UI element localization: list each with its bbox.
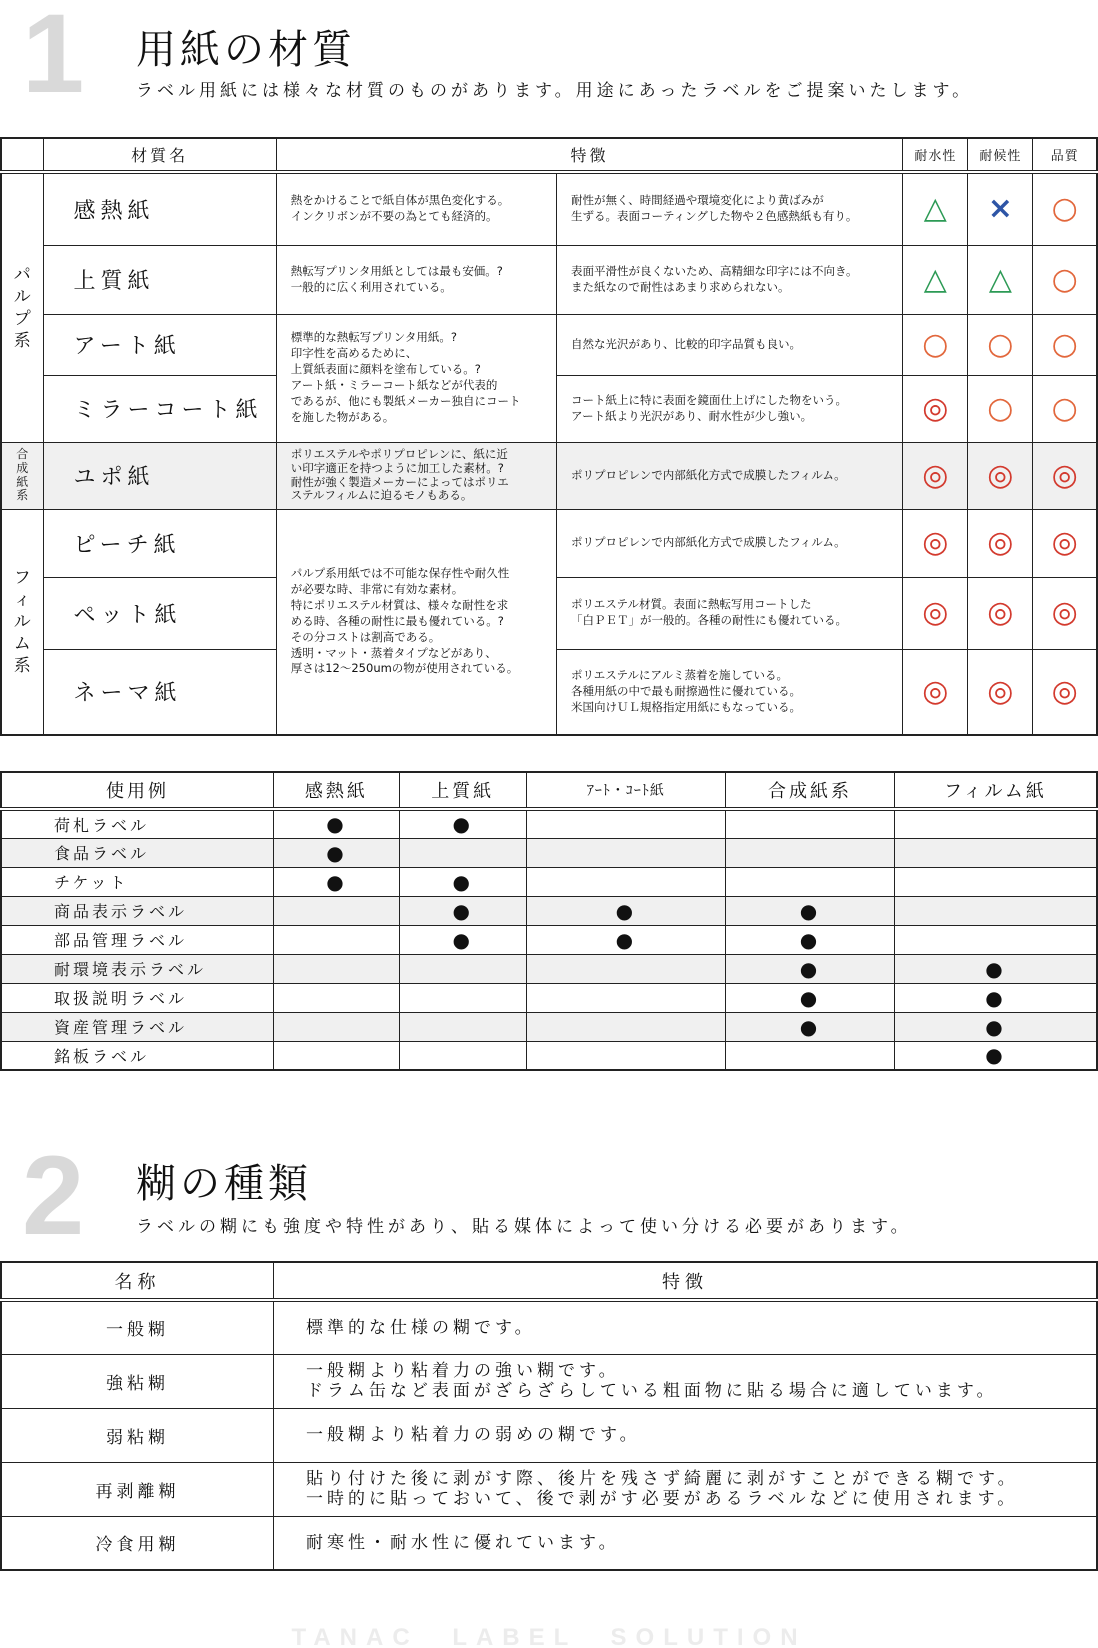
usage-mark-cell bbox=[726, 809, 895, 838]
usage-mark-cell bbox=[274, 838, 400, 867]
material-name: ユポ紙 bbox=[43, 442, 276, 509]
usage-dot-icon: ● bbox=[326, 812, 347, 837]
material-detail: ポリエステル材質。表面に熱転写用コートした 「白ＰＥＴ」が一般的。各種の耐性にも優れている。 bbox=[556, 577, 902, 649]
usage-mark-cell bbox=[526, 838, 726, 867]
table-row bbox=[1, 925, 1097, 954]
usage-mark-cell bbox=[726, 925, 895, 954]
usage-mark-cell bbox=[526, 925, 726, 954]
table-row bbox=[1, 1300, 1097, 1354]
rating-water: ◎ bbox=[903, 649, 968, 735]
header-empty bbox=[1, 138, 43, 172]
glue-description-line: 一般糊より粘着力の強い糊です。 bbox=[306, 1360, 620, 1381]
usage-mark-cell bbox=[726, 1012, 895, 1041]
usage-mark-cell bbox=[399, 1012, 526, 1041]
usage-header-synthetic: 合成紙系 bbox=[726, 772, 895, 809]
usage-mark-cell bbox=[894, 954, 1097, 983]
material-desc: 熱をかけることで紙自体が黒色変化する。 インクリボンが不要の為とても経済的。 bbox=[276, 172, 556, 245]
usage-mark-cell bbox=[726, 983, 895, 1012]
group-synthetic: 合成紙系 bbox=[1, 442, 43, 509]
rating-quality: ◎ bbox=[1033, 509, 1097, 577]
usage-mark-cell bbox=[274, 983, 400, 1012]
usage-mark-cell bbox=[274, 896, 400, 925]
usage-label: 耐環境表示ラベル bbox=[1, 954, 274, 983]
table-row bbox=[1, 172, 1097, 245]
usage-dot-icon: ● bbox=[985, 1043, 1006, 1068]
rating-quality: ○ bbox=[1033, 314, 1097, 375]
table-row bbox=[1, 867, 1097, 896]
rating-quality: ◎ bbox=[1033, 442, 1097, 509]
table-row bbox=[1, 1408, 1097, 1462]
glue-header-name: 名称 bbox=[1, 1262, 274, 1300]
usage-mark-cell bbox=[894, 1012, 1097, 1041]
usage-mark-cell bbox=[274, 1041, 400, 1070]
glue-description bbox=[274, 1516, 1098, 1570]
rating-weather: ◎ bbox=[968, 577, 1033, 649]
table-row bbox=[1, 983, 1097, 1012]
glue-description bbox=[274, 1408, 1098, 1462]
usage-mark-cell bbox=[274, 809, 400, 838]
usage-mark-cell bbox=[399, 867, 526, 896]
usage-label: 銘板ラベル bbox=[1, 1041, 274, 1070]
usage-mark-cell bbox=[399, 925, 526, 954]
usage-dot-icon: ● bbox=[326, 869, 347, 894]
glue-description-line: ドラム缶など表面がざらざらしている粗面物に貼る場合に適しています。 bbox=[306, 1381, 998, 1401]
usage-mark-cell bbox=[399, 983, 526, 1012]
rating-weather: × bbox=[968, 172, 1033, 245]
table-row bbox=[1, 1462, 1097, 1516]
usage-mark-cell bbox=[894, 896, 1097, 925]
material-name: アート紙 bbox=[43, 314, 276, 375]
table-row bbox=[1, 245, 1097, 314]
usage-label: 商品表示ラベル bbox=[1, 896, 274, 925]
rating-weather: ◎ bbox=[968, 649, 1033, 735]
glue-name: 強粘糊 bbox=[1, 1354, 274, 1408]
usage-dot-icon: ● bbox=[615, 898, 637, 923]
usage-mark-cell bbox=[274, 867, 400, 896]
rating-water: △ bbox=[903, 172, 968, 245]
material-name: ミラーコート紙 bbox=[43, 375, 276, 442]
material-name: 上質紙 bbox=[43, 245, 276, 314]
rating-water: ◎ bbox=[903, 509, 968, 577]
rating-quality: ○ bbox=[1033, 245, 1097, 314]
usage-mark-cell bbox=[526, 867, 726, 896]
glue-description-line: 耐寒性・耐水性に優れています。 bbox=[306, 1532, 620, 1553]
material-detail: 耐性が無く、時間経過や環境変化により黄ばみが 生ずる。表面コーティングした物や２色感熱紙も有り。 bbox=[556, 172, 902, 245]
material-detail: ポリプロピレンで内部紙化方式で成膜したフィルム。 bbox=[556, 509, 902, 577]
usage-mark-cell bbox=[894, 867, 1097, 896]
glue-name: 弱粘糊 bbox=[1, 1408, 274, 1462]
glue-description-line: 標準的な仕様の糊です。 bbox=[306, 1317, 536, 1338]
usage-table bbox=[0, 771, 1098, 1071]
usage-mark-cell bbox=[894, 1041, 1097, 1070]
material-name: ネーマ紙 bbox=[43, 649, 276, 735]
usage-dot-icon: ● bbox=[615, 927, 637, 952]
section-number-1: 1 bbox=[22, 0, 85, 116]
header-features: 特徴 bbox=[276, 138, 903, 172]
table-row bbox=[1, 838, 1097, 867]
table-row bbox=[1, 509, 1097, 577]
usage-mark-cell bbox=[894, 838, 1097, 867]
material-detail: 表面平滑性が良くないため、高精細な印字には不向き。 また紙なので耐性はあまり求められない。 bbox=[556, 245, 902, 314]
header-material-name: 材質名 bbox=[43, 138, 276, 172]
glue-description bbox=[274, 1462, 1098, 1516]
usage-header-thermal: 感熱紙 bbox=[274, 772, 400, 809]
usage-mark-cell bbox=[726, 954, 895, 983]
glue-description-line: 一時的に貼っておいて、後で剥がす必要があるラベルなどに使用されます。 bbox=[306, 1489, 1019, 1509]
material-detail: ポリエステルにアルミ蒸着を施している。 各種用紙の中で最も耐擦過性に優れている。 米国向けＵＬ規格指定用紙にもなっている。 bbox=[556, 649, 902, 735]
material-desc: 標準的な熱転写プリンタ用紙。? 印字性を高めるために、 上質紙表面に顔料を塗布している。? アート紙・ミラーコート紙などが代表的 であるが、他にも製紙メーカー独自にコート を施した物がある。 bbox=[276, 314, 556, 442]
usage-dot-icon: ● bbox=[452, 927, 473, 952]
glue-name: 冷食用糊 bbox=[1, 1516, 274, 1570]
usage-mark-cell bbox=[526, 954, 726, 983]
usage-mark-cell bbox=[274, 1012, 400, 1041]
rating-water: ◎ bbox=[903, 442, 968, 509]
usage-label: 部品管理ラベル bbox=[1, 925, 274, 954]
material-detail: 自然な光沢があり、比較的印字品質も良い。 bbox=[556, 314, 902, 375]
rating-water: △ bbox=[903, 245, 968, 314]
material-name: 感熱紙 bbox=[43, 172, 276, 245]
table-row bbox=[1, 1012, 1097, 1041]
section-subtitle-glue: ラベルの糊にも強度や特性があり、貼る媒体によって使い分ける必要があります。 bbox=[136, 1217, 912, 1237]
usage-mark-cell bbox=[726, 1041, 895, 1070]
usage-mark-cell bbox=[399, 954, 526, 983]
usage-dot-icon: ● bbox=[452, 898, 473, 923]
usage-dot-icon: ● bbox=[799, 956, 821, 981]
rating-weather: ○ bbox=[968, 314, 1033, 375]
usage-mark-cell bbox=[526, 1012, 726, 1041]
table-row bbox=[1, 954, 1097, 983]
header-water-resistance: 耐水性 bbox=[903, 138, 968, 172]
glue-description-line: 貼り付けた後に剥がす際、後片を残さず綺麗に剥がすことができる糊です。 bbox=[306, 1468, 1019, 1489]
rating-quality: ○ bbox=[1033, 172, 1097, 245]
group-film: フィルム系 bbox=[1, 509, 43, 735]
usage-mark-cell bbox=[399, 809, 526, 838]
usage-mark-cell bbox=[399, 838, 526, 867]
rating-quality: ○ bbox=[1033, 375, 1097, 442]
usage-dot-icon: ● bbox=[799, 1014, 821, 1039]
usage-dot-icon: ● bbox=[985, 956, 1006, 981]
usage-header-example: 使用例 bbox=[1, 772, 274, 809]
usage-mark-cell bbox=[894, 925, 1097, 954]
material-table bbox=[0, 137, 1098, 736]
usage-dot-icon: ● bbox=[799, 898, 821, 923]
material-name: ペット紙 bbox=[43, 577, 276, 649]
rating-quality: ◎ bbox=[1033, 577, 1097, 649]
glue-description bbox=[274, 1354, 1098, 1408]
usage-dot-icon: ● bbox=[326, 840, 347, 865]
rating-weather: ○ bbox=[968, 375, 1033, 442]
section-number-2: 2 bbox=[22, 1133, 85, 1258]
usage-mark-cell bbox=[726, 867, 895, 896]
usage-label: 荷札ラベル bbox=[1, 809, 274, 838]
usage-mark-cell bbox=[274, 925, 400, 954]
usage-dot-icon: ● bbox=[985, 985, 1006, 1010]
glue-table bbox=[0, 1261, 1098, 1571]
usage-header-film: フィルム紙 bbox=[894, 772, 1097, 809]
section-title-glue: 糊の種類 bbox=[136, 1161, 312, 1207]
usage-mark-cell bbox=[526, 1041, 726, 1070]
material-detail: コート紙上に特に表面を鏡面仕上げにした物をいう。 アート紙より光沢があり、耐水性が少し強い。 bbox=[556, 375, 902, 442]
usage-label: 食品ラベル bbox=[1, 838, 274, 867]
material-desc: ポリエステルやポリプロピレンに、紙に近 い印字適正を持つように加工した素材。? 耐性が強く製造メーカーによってはポリエ ステルフィルムに迫るモノもある。 bbox=[276, 442, 556, 509]
usage-dot-icon: ● bbox=[452, 812, 473, 837]
material-desc: 熱転写プリンタ用紙としては最も安価。? 一般的に広く利用されている。 bbox=[276, 245, 556, 314]
section-title-materials: 用紙の材質 bbox=[136, 27, 356, 73]
usage-mark-cell bbox=[274, 954, 400, 983]
table-row bbox=[1, 809, 1097, 838]
rating-water: ◎ bbox=[903, 577, 968, 649]
material-detail: ポリプロピレンで内部紙化方式で成膜したフィルム。 bbox=[556, 442, 902, 509]
rating-water: ◎ bbox=[903, 375, 968, 442]
rating-weather: ◎ bbox=[968, 509, 1033, 577]
table-row bbox=[1, 896, 1097, 925]
section-subtitle-materials: ラベル用紙には様々な材質のものがあります。用途にあったラベルをご提案いたします。 bbox=[136, 81, 974, 101]
rating-weather: ◎ bbox=[968, 442, 1033, 509]
usage-label: 取扱説明ラベル bbox=[1, 983, 274, 1012]
glue-name: 一般糊 bbox=[1, 1300, 274, 1354]
material-desc: パルプ系用紙では不可能な保存性や耐久性 が必要な時、非常に有効な素材。 特にポリエステル材質は、様々な耐性を求 める時、各種の耐性に最も優れている。? その分コストは割高である。 透明・マット・蒸着タイプなどがあり、 厚さは12〜250umの物が使用されている。 bbox=[276, 509, 556, 735]
usage-dot-icon: ● bbox=[799, 985, 821, 1010]
usage-mark-cell bbox=[526, 983, 726, 1012]
usage-header-art-coat: ｱｰﾄ・ｺｰﾄ紙 bbox=[526, 772, 726, 809]
header-weather-resistance: 耐候性 bbox=[968, 138, 1033, 172]
rating-quality: ◎ bbox=[1033, 649, 1097, 735]
rating-weather: △ bbox=[968, 245, 1033, 314]
table-row bbox=[1, 442, 1097, 509]
table-row bbox=[1, 314, 1097, 375]
usage-dot-icon: ● bbox=[452, 869, 473, 894]
glue-name: 再剥離糊 bbox=[1, 1462, 274, 1516]
glue-description-line: 一般糊より粘着力の弱めの糊です。 bbox=[306, 1424, 641, 1445]
glue-description bbox=[274, 1300, 1098, 1354]
usage-label: チケット bbox=[1, 867, 274, 896]
table-row bbox=[1, 1516, 1097, 1570]
usage-dot-icon: ● bbox=[799, 927, 821, 952]
table-row bbox=[1, 1041, 1097, 1070]
usage-mark-cell bbox=[526, 809, 726, 838]
glue-header-features: 特徴 bbox=[274, 1262, 1098, 1300]
usage-header-woodfree: 上質紙 bbox=[399, 772, 526, 809]
footer-watermark: TANAC LABEL SOLUTION bbox=[291, 1624, 807, 1648]
usage-mark-cell bbox=[894, 983, 1097, 1012]
table-row bbox=[1, 1354, 1097, 1408]
rating-water: ○ bbox=[903, 314, 968, 375]
usage-mark-cell bbox=[526, 896, 726, 925]
usage-dot-icon: ● bbox=[985, 1014, 1006, 1039]
group-pulp: パルプ系 bbox=[1, 172, 43, 442]
usage-mark-cell bbox=[399, 896, 526, 925]
usage-label: 資産管理ラベル bbox=[1, 1012, 274, 1041]
usage-mark-cell bbox=[894, 809, 1097, 838]
header-quality: 品質 bbox=[1033, 138, 1097, 172]
material-name: ピーチ紙 bbox=[43, 509, 276, 577]
usage-mark-cell bbox=[399, 1041, 526, 1070]
usage-mark-cell bbox=[726, 838, 895, 867]
usage-mark-cell bbox=[726, 896, 895, 925]
